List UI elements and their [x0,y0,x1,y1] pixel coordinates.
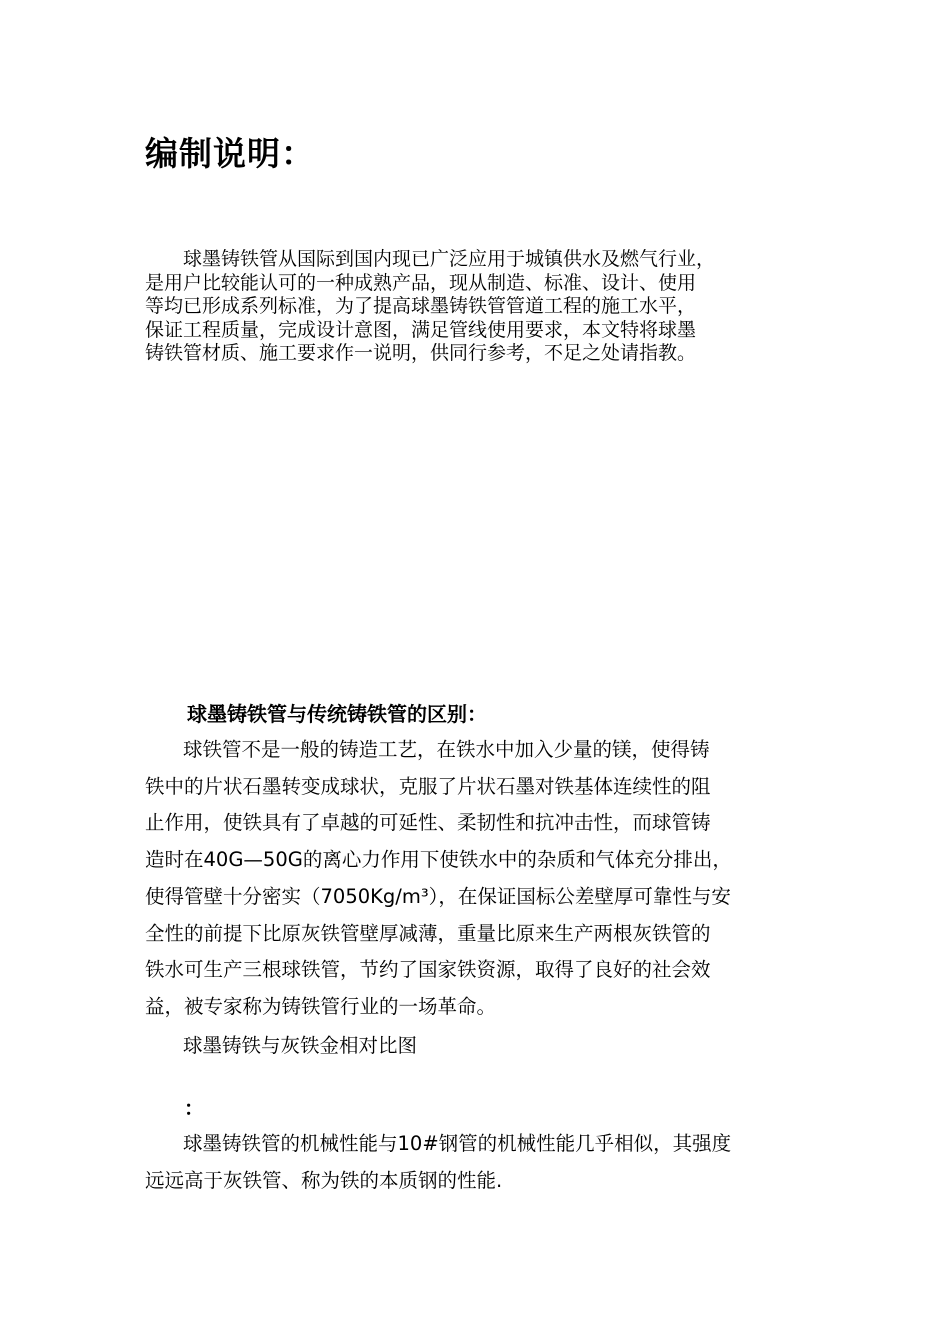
section-heading: 球墨铸铁管与传统铸铁管的区别： [187,702,487,726]
intro-paragraph [145,248,815,366]
document-title: 编制说明： [145,134,315,173]
mechanical-line: 远远高于灰铁管、称为铁的本质钢的性能. [145,1168,503,1192]
section-line: 铁中的片状石墨转变成球状，克服了片状石墨对铁基体连续性的阻 [145,774,711,798]
section-line: 使得管壁十分密实（7050Kg/m³），在保证国标公差壁厚可靠性与安 [145,884,731,908]
mechanical-line: 球墨铸铁管的机械性能与10#钢管的机械性能几乎相似，其强度 [183,1132,732,1155]
section-line: 益，被专家称为铸铁管行业的一场革命。 [145,994,497,1018]
section-line: 止作用，使铁具有了卓越的可延性、柔韧性和抗冲击性，而球管铸 [145,811,711,835]
section-line: 造时在40G—50G的离心力作用下使铁水中的杂质和气体充分排出， [145,848,732,872]
section-paragraph [145,732,815,1026]
intro-line: 保证工程质量，完成设计意图，满足管线使用要求，本文特将球墨 [145,318,697,341]
section-line: 铁水可生产三根球铁管，节约了国家铁资源，取得了良好的社会效 [145,958,711,982]
section-line: 球铁管不是一般的铸造工艺，在铁水中加入少量的镁，使得铸 [183,738,710,761]
mechanical-paragraph [145,1126,815,1199]
intro-line: 铸铁管材质、施工要求作一说明，供同行参考，不足之处请指教。 [145,342,697,364]
colon-mark: ： [184,1096,204,1120]
intro-line: 等均已形成系列标准，为了提高球墨铸铁管管道工程的施工水平， [145,295,697,317]
figure-caption: 球墨铸铁与灰铁金相对比图 [183,1034,418,1057]
section-line: 全性的前提下比原灰铁管壁厚减薄，重量比原来生产两根灰铁管的 [145,921,711,945]
intro-line: 球墨铸铁管从国际到国内现已广泛应用于城镇供水及燃气行业， [183,248,716,270]
intro-line: 是用户比较能认可的一种成熟产品，现从制造、标准、设计、使用 [145,271,697,294]
